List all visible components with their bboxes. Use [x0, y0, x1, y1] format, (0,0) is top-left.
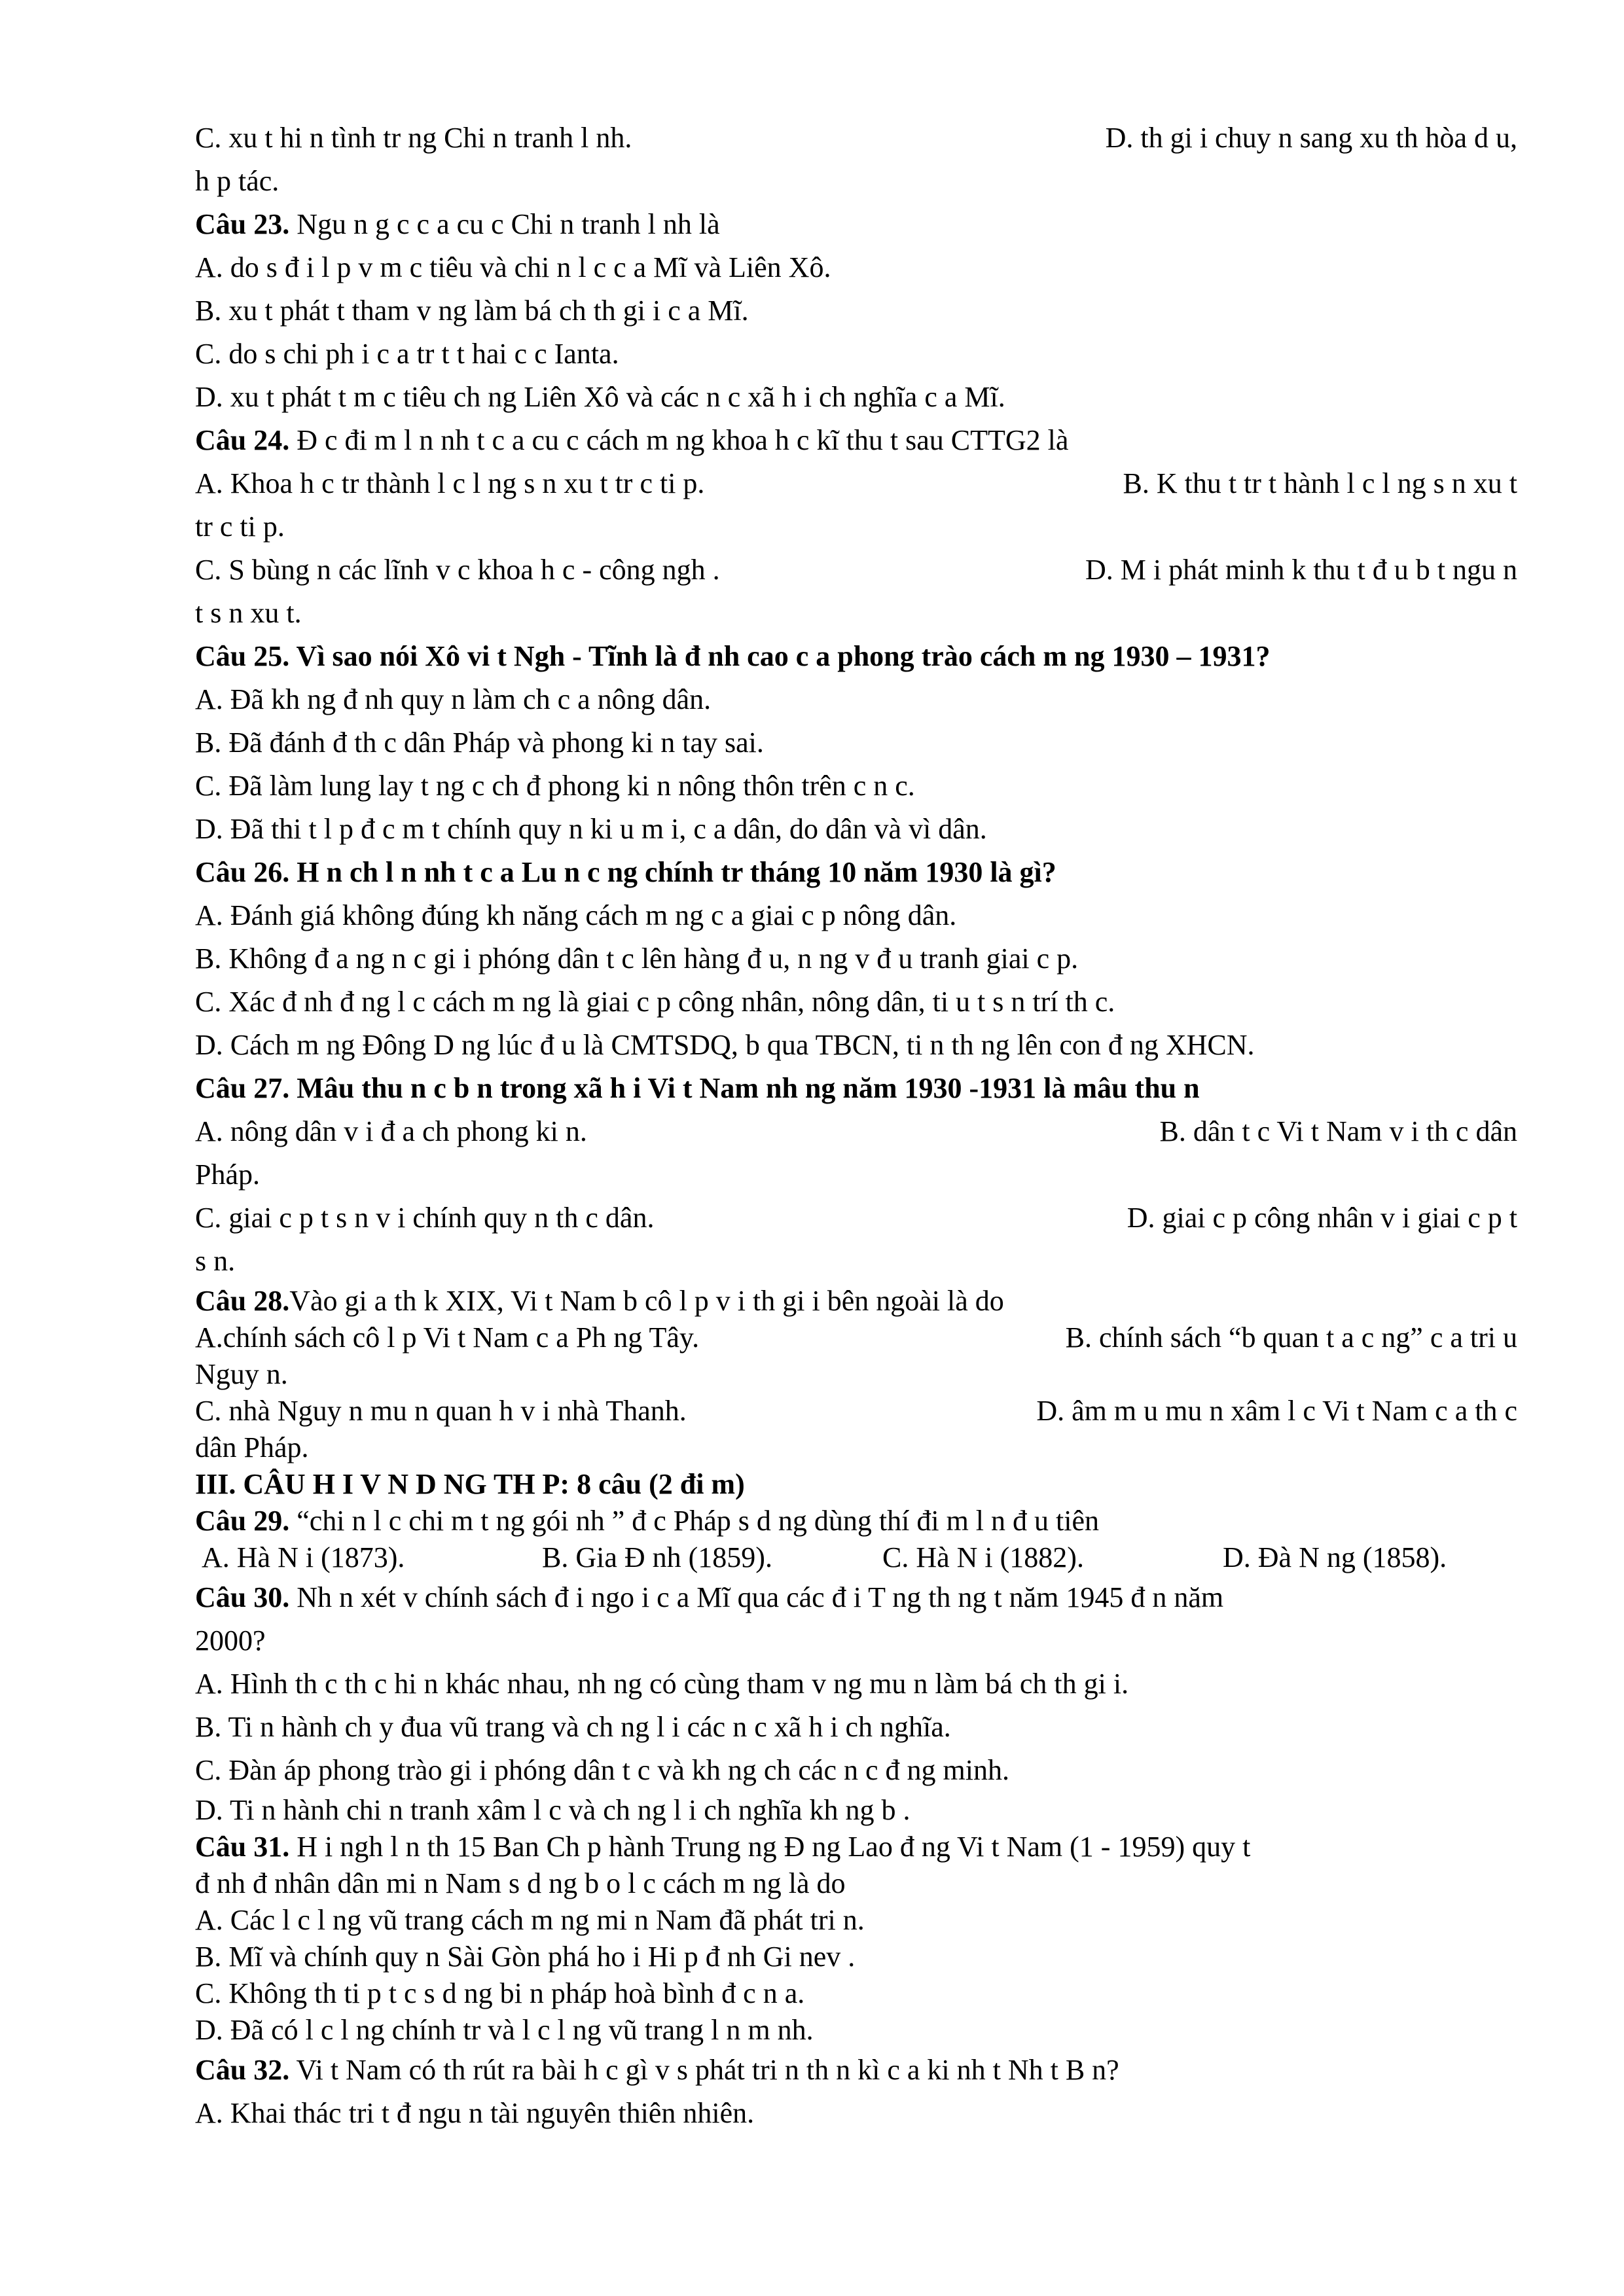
q27-option-b-continued: Pháp. — [195, 1158, 260, 1191]
question-31-text: H i ngh l n th 15 Ban Ch p hành Trung ng Đ ng Lao đ ng Vi t Nam (1 - 1959) quy t — [289, 1831, 1251, 1863]
question-23-label: Câu 23. — [195, 208, 290, 240]
question-29 — [195, 1503, 1517, 1539]
q22-option-c: C. xu t hi n tình tr ng Chi n tranh l nh. — [195, 122, 632, 154]
q27-option-c: C. giai c p t s n v i chính quy n th c dân. — [195, 1202, 655, 1234]
q24-option-b: B. K thu t tr t hành l c l ng s n xu t — [1123, 467, 1517, 499]
question-28-label: Câu 28. — [195, 1285, 290, 1317]
q28-option-b-continued: Nguy n. — [195, 1358, 288, 1390]
exam-page — [195, 117, 1517, 2135]
question-32-label: Câu 32. — [195, 2054, 290, 2086]
q31-option-d: D. Đã có l c l ng chính tr và l c l ng vũ trang l n m nh. — [195, 2014, 814, 2046]
q28-option-c: C. nhà Nguy n mu n quan h v i nhà Thanh. — [195, 1395, 687, 1427]
q28-option-b: B. chính sách “b quan t a c ng” c a tri u — [1065, 1321, 1517, 1354]
q27-options-cd — [195, 1196, 1517, 1240]
q28-options-cd — [195, 1393, 1517, 1429]
q22-option-d-continued: h p tác. — [195, 165, 280, 197]
q27-option-a: A. nông dân v i đ a ch phong ki n. — [195, 1115, 587, 1147]
q26-option-c: C. Xác đ nh đ ng l c cách m ng là giai c p công nhân, nông dân, ti u t s n trí th c. — [195, 986, 1115, 1018]
q29-option-d: D. Đà N ng (1858). — [1223, 1541, 1447, 1573]
q28-options-ab — [195, 1319, 1517, 1356]
q31-option-c: C. Không th ti p t c s d ng bi n pháp hoà bình đ c n a. — [195, 1977, 805, 2009]
q23-option-a: A. do s đ i l p v m c tiêu và chi n l c c a Mĩ và Liên Xô. — [195, 251, 831, 283]
q24-option-a: A. Khoa h c tr thành l c l ng s n xu t tr c ti p. — [195, 467, 705, 499]
q30-option-b: B. Ti n hành ch y đua vũ trang và ch ng l i các n c xã h i ch nghĩa. — [195, 1711, 951, 1743]
q28-option-d: D. âm m u mu n xâm l c Vi t Nam c a th c — [1036, 1395, 1517, 1427]
q31-option-a: A. Các l c l ng vũ trang cách m ng mi n Nam đã phát tri n. — [195, 1904, 865, 1936]
question-25: Câu 25. Vì sao nói Xô vi t Ngh - Tĩnh là đ nh cao c a phong trào cách m ng 1930 – 1931? — [195, 640, 1271, 672]
q30-option-c: C. Đàn áp phong trào gi i phóng dân t c và kh ng ch các n c đ ng minh. — [195, 1754, 1009, 1786]
q26-option-a: A. Đánh giá không đúng kh năng cách m ng c a giai c p nông dân. — [195, 899, 957, 931]
q24-options-cd — [195, 548, 1517, 592]
question-29-text: “chi n l c chi m t ng gói nh ” đ c Pháp s d ng dùng thí đi m l n đ u tiên — [289, 1505, 1099, 1537]
q23-option-c: C. do s chi ph i c a tr t t hai c c Ianta. — [195, 338, 619, 370]
q25-option-d: D. Đã thi t l p đ c m t chính quy n ki u m i, c a dân, do dân và vì dân. — [195, 813, 987, 845]
q23-option-d: D. xu t phát t m c tiêu ch ng Liên Xô và các n c xã h i ch nghĩa c a Mĩ. — [195, 381, 1005, 413]
q26-option-b: B. Không đ a ng n c gi i phóng dân t c lên hàng đ u, n ng v đ u tranh giai c p. — [195, 942, 1079, 975]
q32-option-a: A. Khai thác tri t đ ngu n tài nguyên thiên nhiên. — [195, 2097, 755, 2129]
q22-option-d: D. th gi i chuy n sang xu th hòa d u, — [1105, 122, 1517, 154]
question-30-continued: 2000? — [195, 1624, 266, 1657]
q24-option-d: D. M i phát minh k thu t đ u b t ngu n — [1085, 554, 1517, 586]
q24-option-c: C. S bùng n các lĩnh v c khoa h c - công ngh . — [195, 554, 720, 586]
question-30 — [195, 1576, 1517, 1619]
question-23 — [195, 203, 1517, 246]
question-24 — [195, 419, 1517, 462]
q29-options — [195, 1539, 1517, 1576]
question-29-label: Câu 29. — [195, 1505, 290, 1537]
question-31-continued: đ nh đ nhân dân mi n Nam s d ng b o l c cách m ng là do — [195, 1867, 846, 1899]
question-30-text: Nh n xét v chính sách đ i ngo i c a Mĩ qua các đ i T ng th ng t năm 1945 đ n năm — [289, 1581, 1224, 1613]
q29-option-b: B. Gia Đ nh (1859). — [542, 1541, 772, 1573]
q24-options-ab — [195, 462, 1517, 505]
q26-option-d: D. Cách m ng Đông D ng lúc đ u là CMTSDQ, b qua TBCN, ti n th ng lên con đ ng XHCN. — [195, 1029, 1255, 1061]
question-24-label: Câu 24. — [195, 424, 290, 456]
q27-options-ab — [195, 1110, 1517, 1153]
question-32 — [195, 2049, 1517, 2092]
question-24-text: Đ c đi m l n nh t c a cu c cách m ng khoa h c kĩ thu t sau CTTG2 là — [289, 424, 1069, 456]
q30-option-d: D. Ti n hành chi n tranh xâm l c và ch ng l i ch nghĩa kh ng b . — [195, 1794, 911, 1826]
question-30-label: Câu 30. — [195, 1581, 290, 1613]
section-3-heading: III. CÂU H I V N D NG TH P: 8 câu (2 đi m) — [195, 1468, 745, 1500]
q27-option-d-continued: s n. — [195, 1245, 236, 1277]
q25-option-b: B. Đã đánh đ th c dân Pháp và phong ki n tay sai. — [195, 726, 764, 759]
q29-option-a: A. Hà N i (1873). — [202, 1541, 405, 1573]
q28-option-d-continued: dân Pháp. — [195, 1431, 309, 1463]
q30-option-a: A. Hình th c th c hi n khác nhau, nh ng có cùng tham v ng mu n làm bá ch th gi i. — [195, 1668, 1129, 1700]
q29-option-c: C. Hà N i (1882). — [882, 1541, 1084, 1573]
q28-option-a: A.chính sách cô l p Vi t Nam c a Ph ng Tây. — [195, 1321, 700, 1354]
question-28-text: Vào gi a th k XIX, Vi t Nam b cô l p v i th gi i bên ngoài là do — [289, 1285, 1004, 1317]
q22-options-cd — [195, 117, 1517, 160]
q25-option-c: C. Đã làm lung lay t ng c ch đ phong ki n nông thôn trên c n c. — [195, 770, 915, 802]
q23-option-b: B. xu t phát t tham v ng làm bá ch th gi i c a Mĩ. — [195, 295, 749, 327]
q27-option-b: B. dân t c Vi t Nam v i th c dân — [1159, 1115, 1517, 1147]
q27-option-d: D. giai c p công nhân v i giai c p t — [1127, 1202, 1517, 1234]
question-27: Câu 27. Mâu thu n c b n trong xã h i Vi t Nam nh ng năm 1930 -1931 là mâu thu n — [195, 1072, 1200, 1104]
question-31 — [195, 1829, 1517, 1865]
q24-option-b-continued: tr c ti p. — [195, 511, 285, 543]
question-23-text: Ngu n g c c a cu c Chi n tranh l nh là — [289, 208, 720, 240]
question-28 — [195, 1283, 1517, 1319]
question-31-label: Câu 31. — [195, 1831, 290, 1863]
q31-option-b: B. Mĩ và chính quy n Sài Gòn phá ho i Hi p đ nh Gi nev . — [195, 1941, 856, 1973]
question-26: Câu 26. H n ch l n nh t c a Lu n c ng chính tr tháng 10 năm 1930 là gì? — [195, 856, 1056, 888]
question-32-text: Vi t Nam có th rút ra bài h c gì v s phát tri n th n kì c a ki nh t Nh t B n? — [289, 2054, 1119, 2086]
q25-option-a: A. Đã kh ng đ nh quy n làm ch c a nông dân. — [195, 683, 712, 715]
q24-option-d-continued: t s n xu t. — [195, 597, 302, 629]
